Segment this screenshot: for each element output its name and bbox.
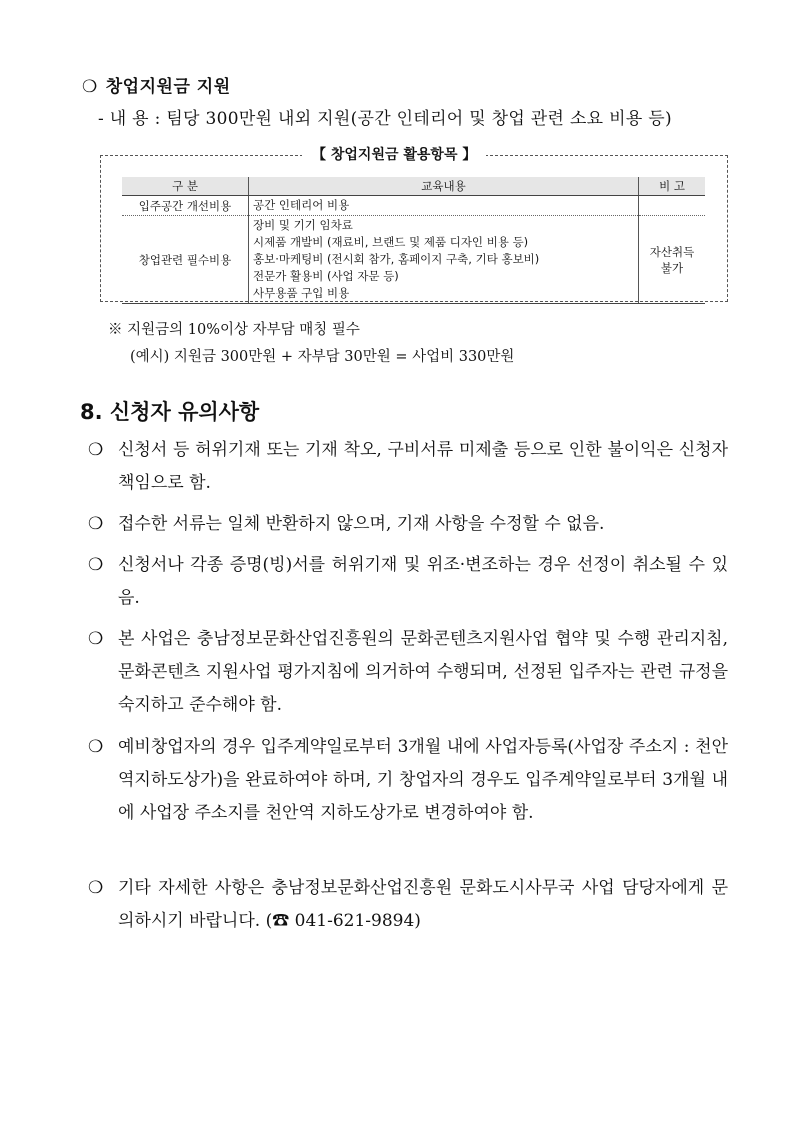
section-title: 8. 신청자 유의사항 (80, 400, 260, 424)
usage-items-table (122, 177, 705, 304)
list-item-text: 예비창업자의 경우 입주계약일로부터 3개월 내에 사업자등록(사업장 주소지 : 천안역지하도상가)을 완료하여야 하며, 기 창업자의 경우도 입주계약일로부터 3개월 내에 사업장 주소지를 천안역 지하도상가로 변경하여야 함. (118, 737, 728, 823)
header-category: 구 분 (122, 177, 249, 196)
header-content: 교육내용 (249, 177, 639, 196)
row-content (249, 216, 639, 304)
circle-bullet-icon: ❍ (88, 440, 104, 460)
circle-bullet-icon: ❍ (82, 77, 98, 97)
table-row (122, 216, 705, 304)
support-heading-text: 창업지원금 지원 (105, 77, 231, 97)
list-item-text: 기타 자세한 사항은 충남정보문화산업진흥원 문화도시사무국 사업 담당자에게 문의하시기 바랍니다. (☎ 041-621-9894) (118, 878, 728, 931)
row-note: 자산취득 불가 (639, 216, 706, 304)
list-item (88, 434, 728, 500)
table-header-row (122, 177, 705, 196)
row-content (249, 196, 639, 216)
example-note: (예시) 지원금 300만원 + 자부담 30만원 = 사업비 330만원 (130, 349, 515, 365)
list-item (88, 872, 728, 938)
list-item (88, 508, 728, 541)
list-item (88, 623, 728, 722)
row-item: 공간 인테리어 비용 (253, 198, 350, 212)
row-item: 전문가 활용비 (사업 자문 등) (253, 269, 399, 283)
support-content-line: - 내 용 : 팀당 300만원 내외 지원(공간 인테리어 및 창업 관련 소요 비용 등) (98, 109, 672, 129)
list-item-text: 본 사업은 충남정보문화산업진흥원의 문화콘텐츠지원사업 협약 및 수행 관리지침, 문화콘텐츠 지원사업 평가지침에 의거하여 수행되며, 선정된 입주자는 관련 규정을 숙지하고 준수해야 함. (118, 629, 728, 715)
row-note (639, 196, 706, 216)
list-item-text: 접수한 서류는 일체 반환하지 않으며, 기재 사항을 수정할 수 없음. (118, 514, 605, 534)
support-heading (82, 72, 231, 97)
circle-bullet-icon: ❍ (88, 514, 104, 534)
table-row (122, 196, 705, 216)
circle-bullet-icon: ❍ (88, 737, 104, 757)
row-item: 장비 및 기기 임차료 (253, 218, 353, 232)
header-note: 비 고 (639, 177, 706, 196)
row-category: 창업관련 필수비용 (122, 216, 249, 304)
matching-note: ※ 지원금의 10%이상 자부담 매칭 필수 (108, 322, 360, 338)
list-item (88, 549, 728, 615)
circle-bullet-icon: ❍ (88, 878, 104, 898)
list-item-text: 신청서나 각종 증명(빙)서를 허위기재 및 위조·변조하는 경우 선정이 취소될 수 있음. (118, 555, 728, 608)
list-item-text: 신청서 등 허위기재 또는 기재 착오, 구비서류 미제출 등으로 인한 불이익은 신청자 책임으로 함. (118, 440, 728, 493)
row-item: 사무용품 구입 비용 (253, 286, 350, 300)
list-item (88, 731, 728, 830)
row-item: 홍보·마케팅비 (전시회 참가, 홈페이지 구축, 기타 홍보비) (253, 252, 540, 266)
circle-bullet-icon: ❍ (88, 555, 104, 575)
usage-items-title: 【 창업지원금 활용항목 】 (302, 144, 486, 164)
row-category: 입주공간 개선비용 (122, 196, 249, 216)
circle-bullet-icon: ❍ (88, 629, 104, 649)
row-item: 시제품 개발비 (재료비, 브랜드 및 제품 디자인 비용 등) (253, 235, 529, 249)
